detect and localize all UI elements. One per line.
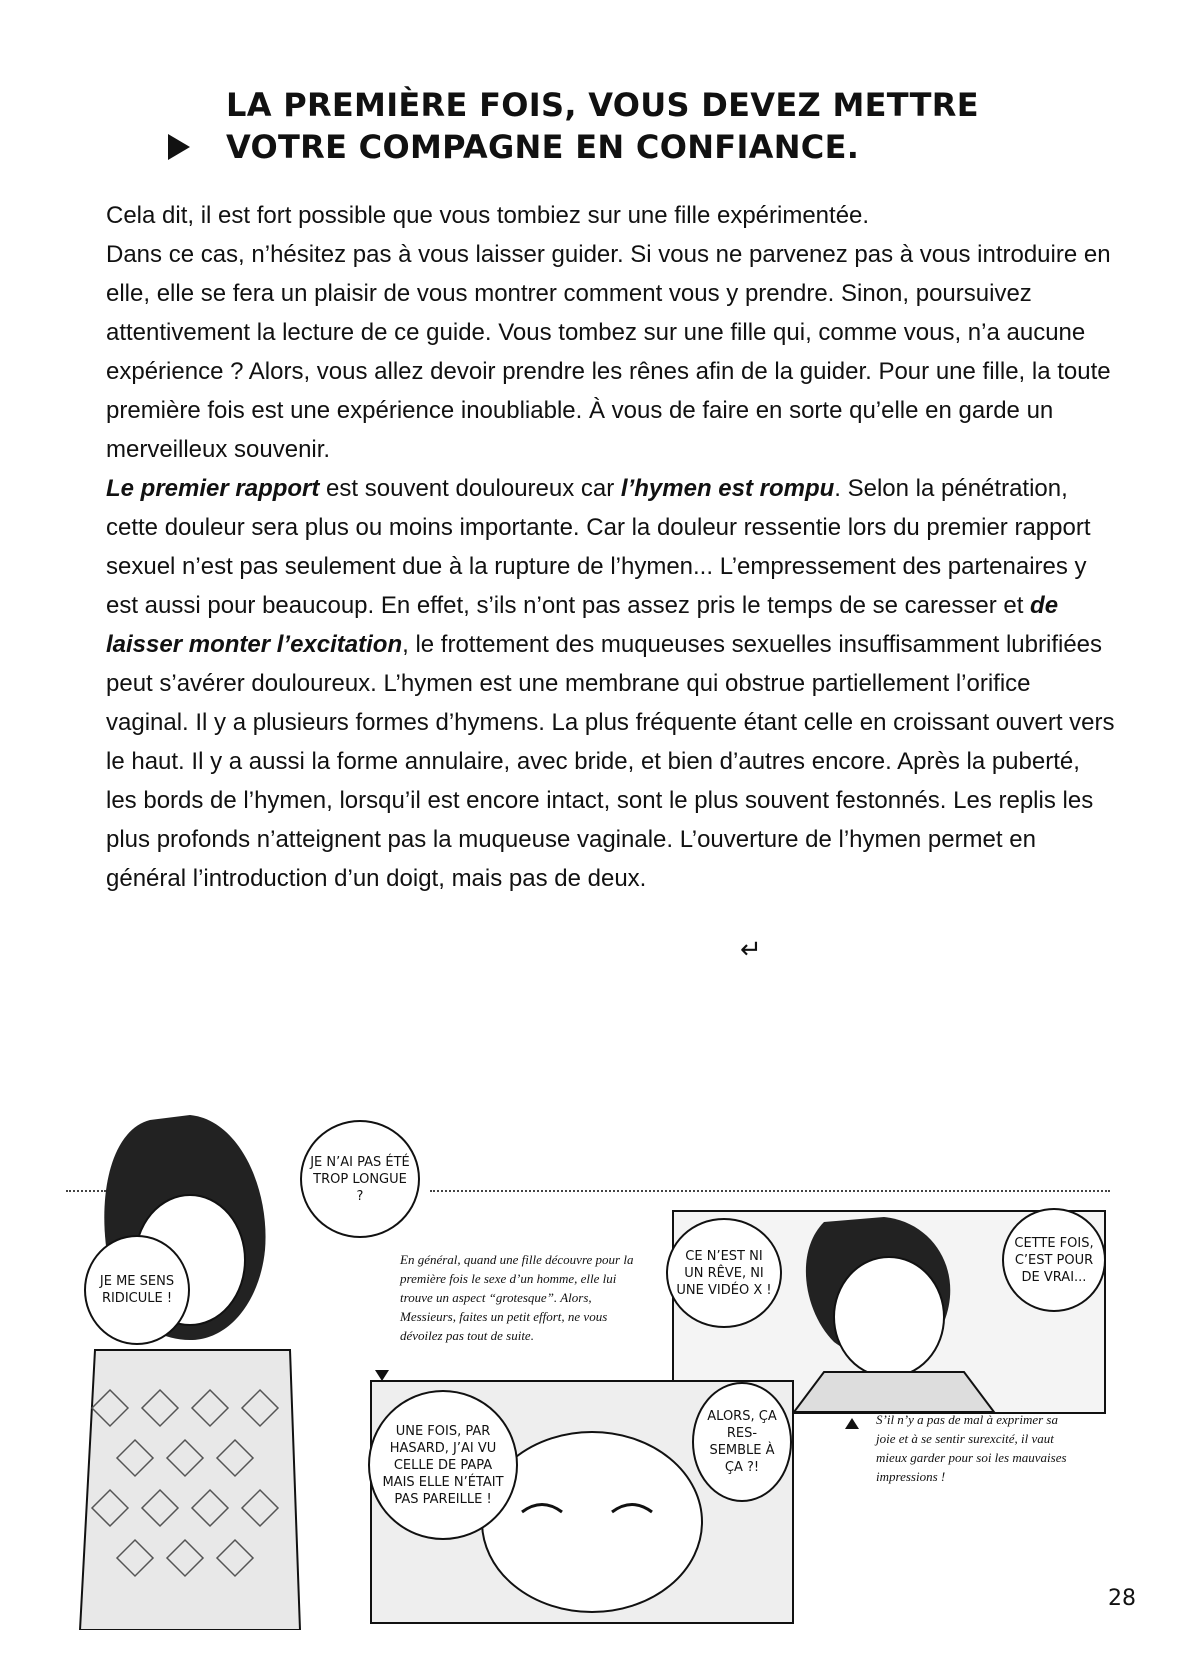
heading-line-1: LA PREMIÈRE FOIS, VOUS DEVEZ METTRE [226, 86, 979, 124]
speech-bubble-reve: CE N’EST NI UN RÊVE, NI UNE VIDÉO X ! [666, 1218, 782, 1328]
page-number: 28 [1108, 1586, 1136, 1611]
caption-mal: S’il n’y a pas de mal à exprimer sa joie et à se sentir surexcité, il vaut mieux garder pour soi les mauvaises impressions ! [876, 1412, 1067, 1484]
panel-closeup [370, 1380, 794, 1624]
heading-line-2: VOTRE COMPAGNE EN CONFIANCE. [226, 128, 860, 166]
speech-bubble-vrai: CETTE FOIS, C’EST POUR DE VRAI... [1002, 1208, 1106, 1312]
emphasis-premier-rapport: Le premier rapport [106, 475, 320, 502]
emphasis-excitation: de laisser monter l’excitation [106, 592, 1059, 658]
paragraph-2: Dans ce cas, n’hésitez pas à vous laisser guider. Si vous ne parvenez pas à vous introduire en elle, elle se fera un plaisir de vous montrer comment vous y prendre. Sinon, poursuivez attentivement la lecture de ce guide. Vous tombez sur une fille qui, comme vous, n’a aucune expérience ? Alors, vous allez devoir prendre les rênes afin de la guider. Pour une fille, la toute première fois est une expérience inoubliable. À vous de faire en sorte qu’elle en garde un merveilleux souvenir. [106, 241, 1111, 463]
emphasis-hymen: l’hymen est rompu [620, 475, 835, 502]
dotted-separator-left [66, 1190, 106, 1192]
caption-pointer-up-icon [845, 1418, 859, 1429]
dotted-separator-right [430, 1190, 1110, 1192]
paragraph-1: Cela dit, il est fort possible que vous tombiez sur une fille expérimentée. [106, 202, 870, 229]
continue-icon: ↵ [740, 934, 762, 964]
speech-bubble-ridicule: JE ME SENS RIDICULE ! [84, 1235, 190, 1345]
section-heading [168, 84, 1068, 168]
body-text [106, 196, 1116, 898]
caption-general: En général, quand une fille découvre pour la première fois le sexe d’un homme, elle lui trouve un aspect “grotesque”. Alors, Messieurs, faites un petit effort, ne vous dévoilez pas tout de suite. [400, 1252, 634, 1343]
speech-bubble-papa: UNE FOIS, PAR HASARD, J’AI VU CELLE DE PAPA MAIS ELLE N’ÉTAIT PAS PAREILLE ! [368, 1390, 518, 1540]
speech-bubble-trop-longue: JE N’AI PAS ÉTÉ TROP LONGUE ? [300, 1120, 420, 1238]
paragraph-3: Le premier rapport est souvent douloureux car l’hymen est rompu. Selon la pénétration, cette douleur sera plus ou moins importante. Car la douleur ressentie lors du premier rapport sexuel n’est pas seulement due à la rupture de l’hymen... L’empressement des partenaires y est aussi pour beaucoup. En effet, s’ils n’ont pas assez pris le temps de se caresser et de laisser monter l’excitation, le frottement des muqueuses sexuelles insuffisamment lubrifiées peut s’avérer douloureux. L’hymen est une membrane qui obstrue partiellement l’orifice vaginal. Il y a plusieurs formes d’hymens. La plus fréquente étant celle en croissant ouvert vers le haut. Il y a aussi la forme annulaire, avec bride, et bien d’autres encore. Après la puberté, les bords de l’hymen, lorsqu’il est encore intact, sont le plus souvent festonnés. Les replis les plus profonds n’atteignent pas la muqueuse vaginale. L’ouverture de l’hymen permet en général l’introduction d’un doigt, mais pas de deux. [106, 475, 1115, 892]
speech-bubble-ressemble: ALORS, ÇA RES-SEMBLE À ÇA ?! [692, 1382, 792, 1502]
manga-illustration [0, 1110, 1200, 1630]
heading-arrow-icon [168, 134, 190, 160]
